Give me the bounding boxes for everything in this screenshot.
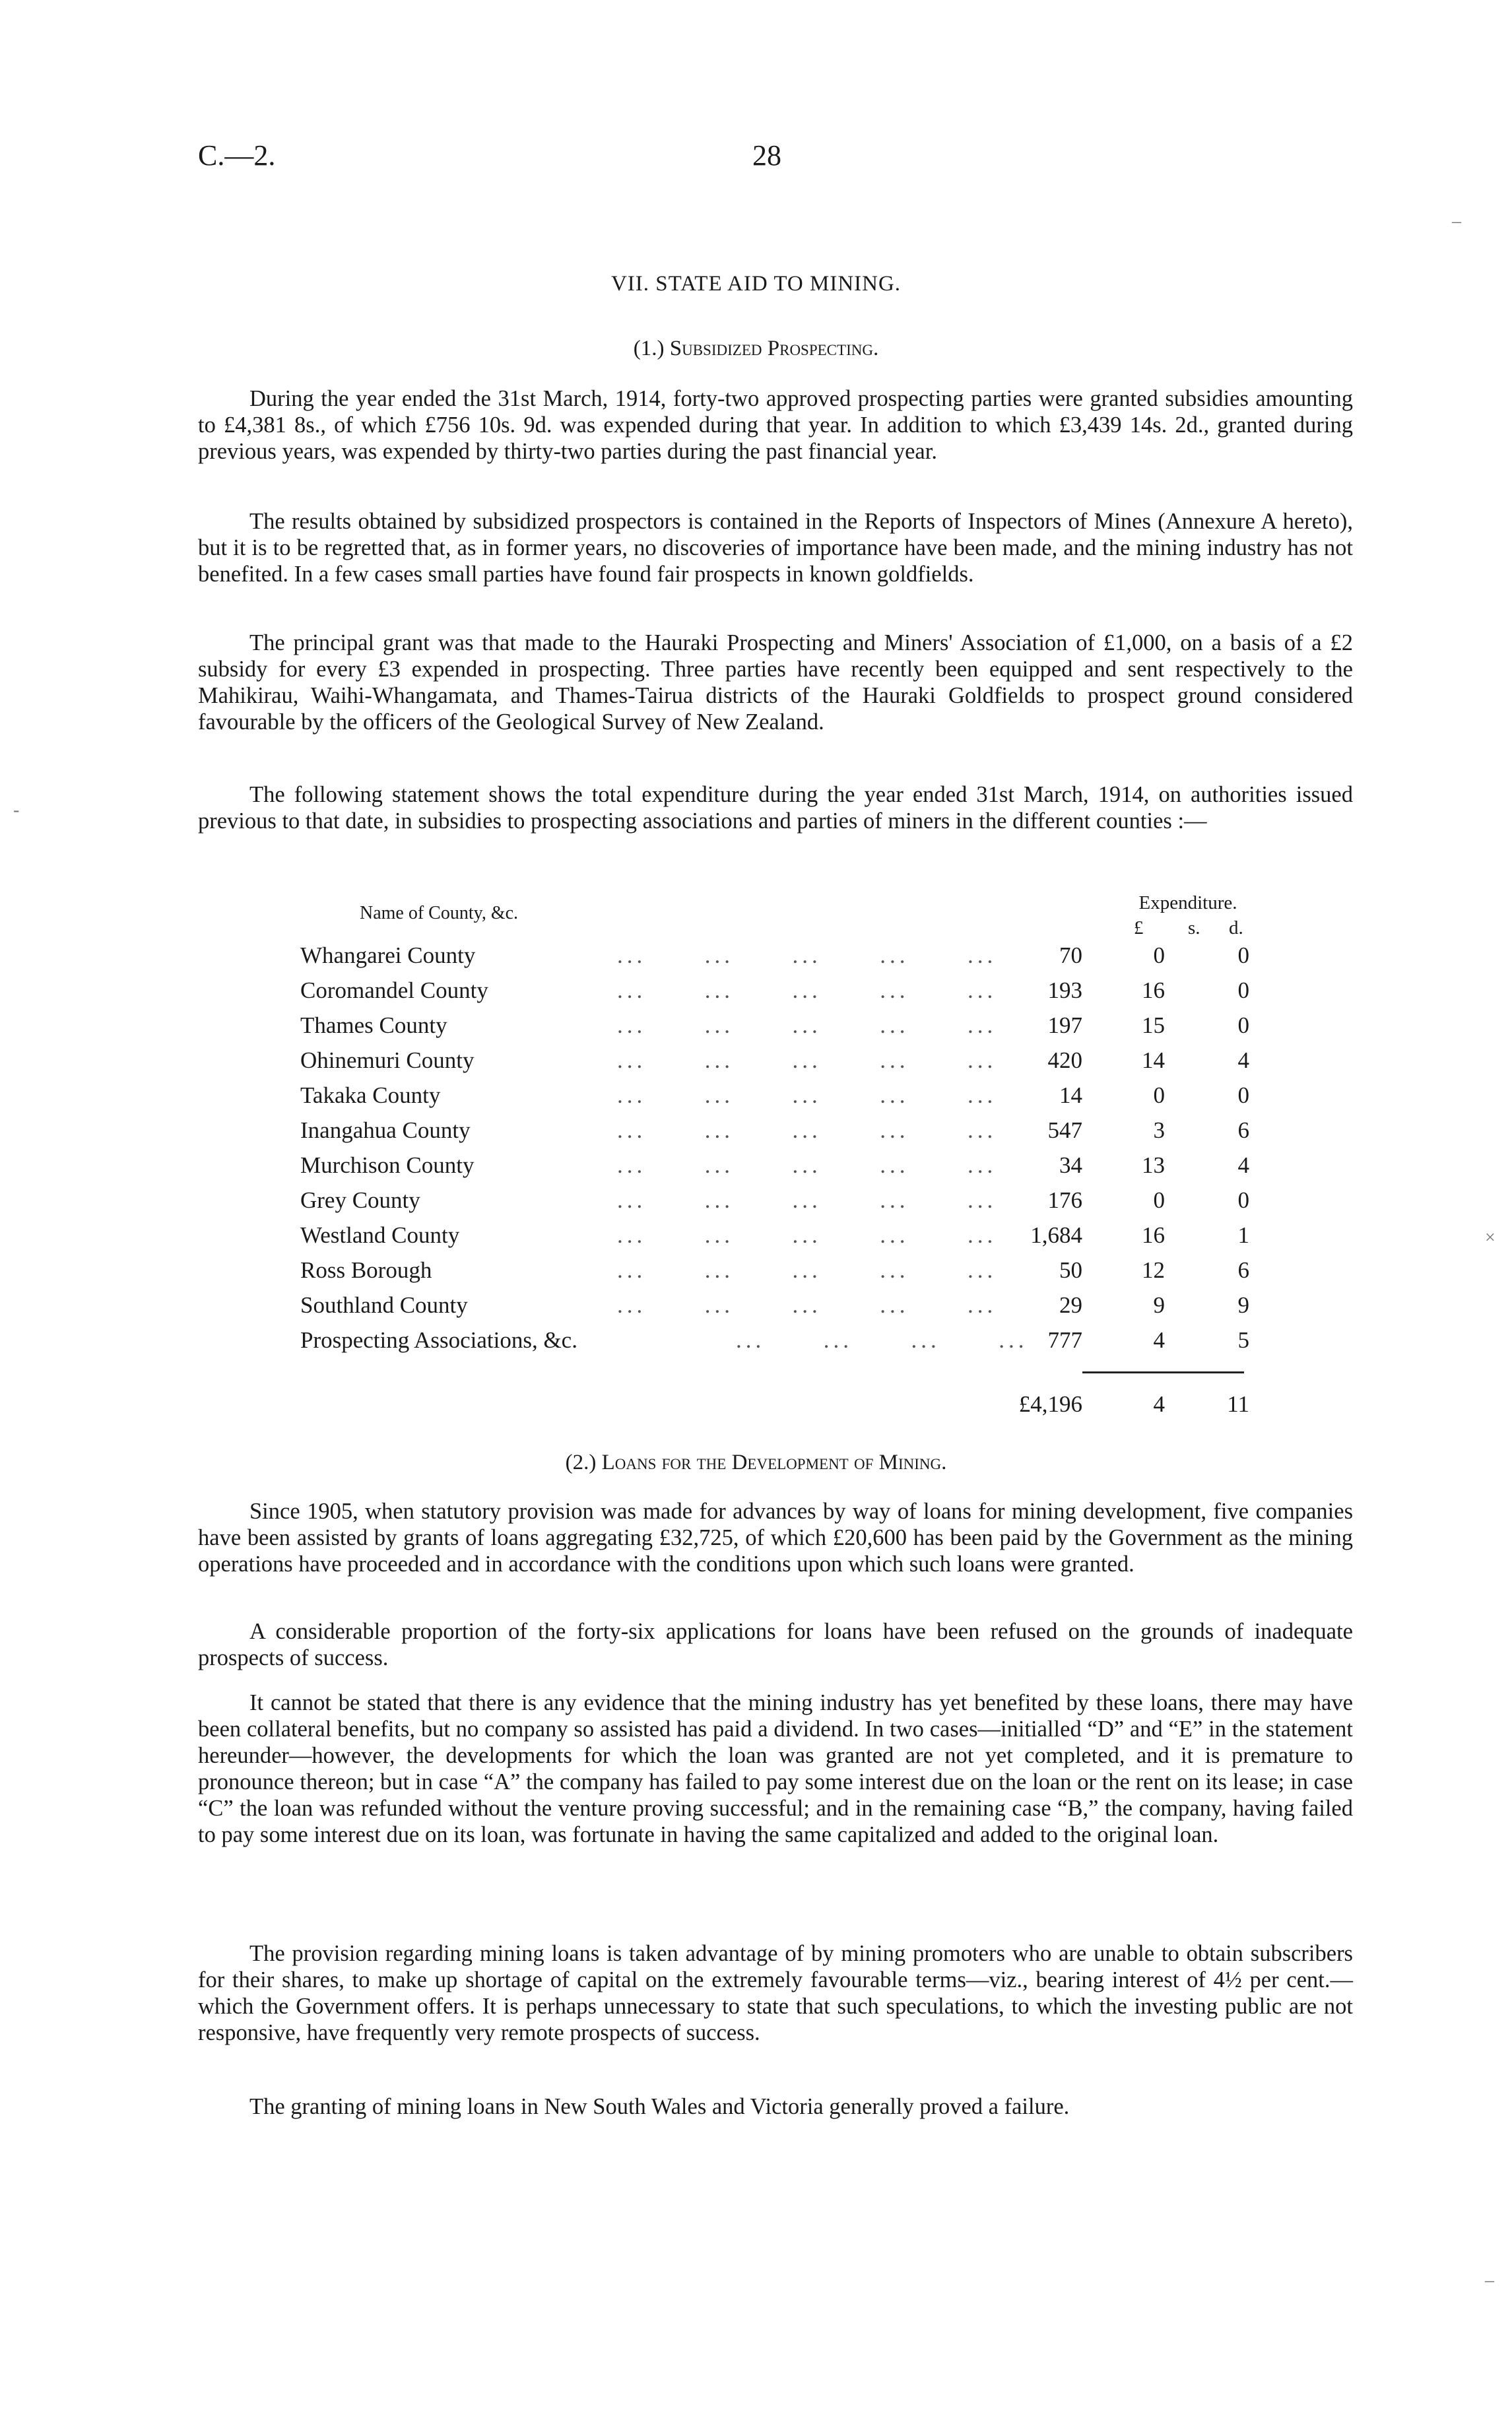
subheading-subsidized-prospecting: [0, 337, 1512, 361]
table-row: [300, 1047, 1257, 1080]
county-name: Coromandel County: [300, 977, 488, 1003]
amount-pounds: 193: [1047, 977, 1082, 1003]
amount-shillings: 16: [1142, 1222, 1165, 1248]
amount-pence: 6: [1237, 1257, 1249, 1283]
paragraph: The provision regarding mining loans is taken advantage of by mining promoters who are unable to obtain subscribers for their shares, to make up shortage of capital on the extremely favourable terms—viz., bearing interest of 4½ per cent.—which the Government offers. It is perhaps unnecessary to state that such speculations, to which the investing public are not responsive, have frequently very remote prospects of success.: [198, 1941, 1353, 2045]
subheading-title: Loans for the Development of Mining.: [601, 1451, 947, 1474]
amount-shillings: 4: [1153, 1327, 1165, 1353]
scan-mark: ‐: [13, 800, 20, 820]
table-total-row: [300, 1391, 1257, 1424]
amount-pounds: 197: [1047, 1012, 1082, 1038]
amount-shillings: 15: [1142, 1012, 1165, 1038]
table-header-shillings: s.: [1188, 917, 1200, 938]
subheading-title: Subsidized Prospecting.: [669, 337, 879, 360]
paragraph: During the year ended the 31st March, 1914, forty-two approved prospecting parties were granted subsidies amounting to £4,381 8s., of which £756 10s. 9d. was expended during that year. In addition to which £3,439 14s. 2d., granted during previous years, was expended by thirty-two parties during the past financial year.: [198, 386, 1353, 464]
amount-shillings: 9: [1153, 1292, 1165, 1318]
total-pounds: £4,196: [1018, 1391, 1082, 1417]
amount-shillings: 0: [1153, 942, 1165, 968]
table-header-name: Name of County, &c.: [360, 903, 519, 923]
leader-dots: ... ... ... ...: [736, 1327, 1028, 1353]
amount-pounds: 29: [1059, 1292, 1082, 1318]
county-name: Westland County: [300, 1222, 460, 1248]
amount-pounds: 14: [1059, 1082, 1082, 1108]
amount-pence: 0: [1237, 942, 1249, 968]
subheading-number: (2.): [565, 1451, 597, 1474]
amount-pounds: 1,684: [1030, 1222, 1082, 1248]
table-row: [300, 1082, 1257, 1115]
table-row: [300, 1012, 1257, 1045]
county-name: Takaka County: [300, 1082, 441, 1108]
county-name: Ohinemuri County: [300, 1047, 475, 1073]
amount-shillings: 12: [1142, 1257, 1165, 1283]
county-name: Thames County: [300, 1012, 447, 1038]
amount-pounds: 420: [1047, 1047, 1082, 1073]
amount-shillings: 14: [1142, 1047, 1165, 1073]
county-name: Grey County: [300, 1187, 420, 1213]
leader-dots: ... ... ... ... ...: [617, 1082, 997, 1108]
total-rule: [1082, 1371, 1244, 1373]
table-row: [300, 977, 1257, 1010]
table-header-pence: d.: [1229, 917, 1243, 938]
amount-shillings: 3: [1153, 1117, 1165, 1143]
county-name: Prospecting Associations, &c.: [300, 1327, 577, 1353]
subheading-loans-for-development: [0, 1451, 1512, 1475]
paragraph: The following statement shows the total expenditure during the year ended 31st March, 1914, on authorities issued previous to that date, in subsidies to prospecting associations and parties of miners in the different counties :—: [198, 782, 1353, 834]
amount-pence: 0: [1237, 1187, 1249, 1213]
table-row: [300, 1257, 1257, 1290]
leader-dots: ... ... ... ... ...: [617, 1012, 997, 1038]
amount-shillings: 13: [1142, 1152, 1165, 1178]
amount-pounds: 70: [1059, 942, 1082, 968]
table-row: [300, 1222, 1257, 1255]
leader-dots: ... ... ... ... ...: [617, 1222, 997, 1248]
table-row: [300, 1187, 1257, 1220]
amount-pounds: 777: [1047, 1327, 1082, 1353]
leader-dots: ... ... ... ... ...: [617, 977, 997, 1003]
table-header-expenditure: Expenditure.: [1138, 892, 1237, 913]
paragraph: Since 1905, when statutory provision was made for advances by way of loans for mining development, five companies have been assisted by grants of loans aggregating £32,725, of which £20,600 has been paid by the Government as the mining operations have proceeded and in accordance with the conditions upon which such loans were granted.: [198, 1499, 1353, 1577]
amount-pence: 5: [1237, 1327, 1249, 1353]
leader-dots: ... ... ... ... ...: [617, 1152, 997, 1178]
amount-pence: 4: [1237, 1047, 1249, 1073]
county-name: Murchison County: [300, 1152, 475, 1178]
total-shillings: 4: [1153, 1391, 1165, 1417]
amount-pounds: 176: [1047, 1187, 1082, 1213]
amount-shillings: 0: [1153, 1187, 1165, 1213]
amount-pounds: 547: [1047, 1117, 1082, 1143]
paragraph: The granting of mining loans in New South Wales and Victoria generally proved a failure.: [249, 2094, 1070, 2119]
scan-mark: ‒: [1485, 2270, 1494, 2291]
leader-dots: ... ... ... ... ...: [617, 1187, 997, 1213]
leader-dots: ... ... ... ... ...: [617, 1117, 997, 1143]
leader-dots: ... ... ... ... ...: [617, 1047, 997, 1073]
table-row: [300, 1327, 1257, 1360]
amount-pence: 0: [1237, 1012, 1249, 1038]
paragraph: The results obtained by subsidized prospectors is contained in the Reports of Inspectors of Mines (Annexure A hereto), but it is to be regretted that, as in former years, no discoveries of importance have been made, and the mining industry has not benefited. In a few cases small parties have found fair prospects in known goldfields.: [198, 509, 1353, 587]
table-row: [300, 1152, 1257, 1185]
subheading-number: (1.): [633, 337, 665, 360]
table-row: [300, 1117, 1257, 1150]
leader-dots: ... ... ... ... ...: [617, 942, 997, 968]
county-name: Inangahua County: [300, 1117, 471, 1143]
county-name: Whangarei County: [300, 942, 476, 968]
amount-pounds: 34: [1059, 1152, 1082, 1178]
leader-dots: ... ... ... ... ...: [617, 1257, 997, 1283]
leader-dots: ... ... ... ... ...: [617, 1292, 997, 1318]
page-number: 28: [752, 139, 781, 172]
county-name: Southland County: [300, 1292, 468, 1318]
amount-pence: 4: [1237, 1152, 1249, 1178]
paragraph: The principal grant was that made to the Hauraki Prospecting and Miners' Association of £1,000, on a basis of a £2 subsidy for every £3 expended in prospecting. Three parties have recently been equipped and sent respectively to the Mahikirau, Waihi-Whangamata, and Thames-Tairua districts of the Hauraki Goldfields to prospect ground considered favourable by the officers of the Geological Survey of New Zealand.: [198, 630, 1353, 735]
section-title: VII. STATE AID TO MINING.: [610, 272, 902, 296]
table-row: [300, 942, 1257, 975]
amount-pence: 1: [1237, 1222, 1249, 1248]
amount-pence: 9: [1237, 1292, 1249, 1318]
amount-shillings: 0: [1153, 1082, 1165, 1108]
amount-shillings: 16: [1142, 977, 1165, 1003]
amount-pounds: 50: [1059, 1257, 1082, 1283]
amount-pence: 6: [1237, 1117, 1249, 1143]
table-row: [300, 1292, 1257, 1325]
document-reference: C.—2.: [198, 139, 276, 172]
paragraph: It cannot be stated that there is any evidence that the mining industry has yet benefited by these loans, there may have been collateral benefits, but no company so assisted has paid a dividend. In two cases—initialled “D” and “E” in the statement hereunder—however, the developments for which the loan was granted are not yet completed, and it is premature to pronounce thereon; but in case “A” the company has failed to pay some interest due on the loan or the rent on its lease; in case “C” the loan was refunded without the venture proving successful; and in the remaining case “B,” the company, having failed to pay some interest due on its loan, was fortunate in having the same capitalized and added to the original loan.: [198, 1690, 1353, 1847]
scan-mark: ×: [1485, 1228, 1496, 1248]
amount-pence: 0: [1237, 1082, 1249, 1108]
amount-pence: 0: [1237, 977, 1249, 1003]
paragraph: A considerable proportion of the forty-six applications for loans have been refused on the grounds of inadequate prospects of success.: [198, 1619, 1353, 1670]
scan-mark: ‒: [1452, 211, 1461, 232]
total-pence: 11: [1227, 1391, 1249, 1417]
table-header-pounds: £: [1134, 917, 1144, 938]
county-name: Ross Borough: [300, 1257, 432, 1283]
